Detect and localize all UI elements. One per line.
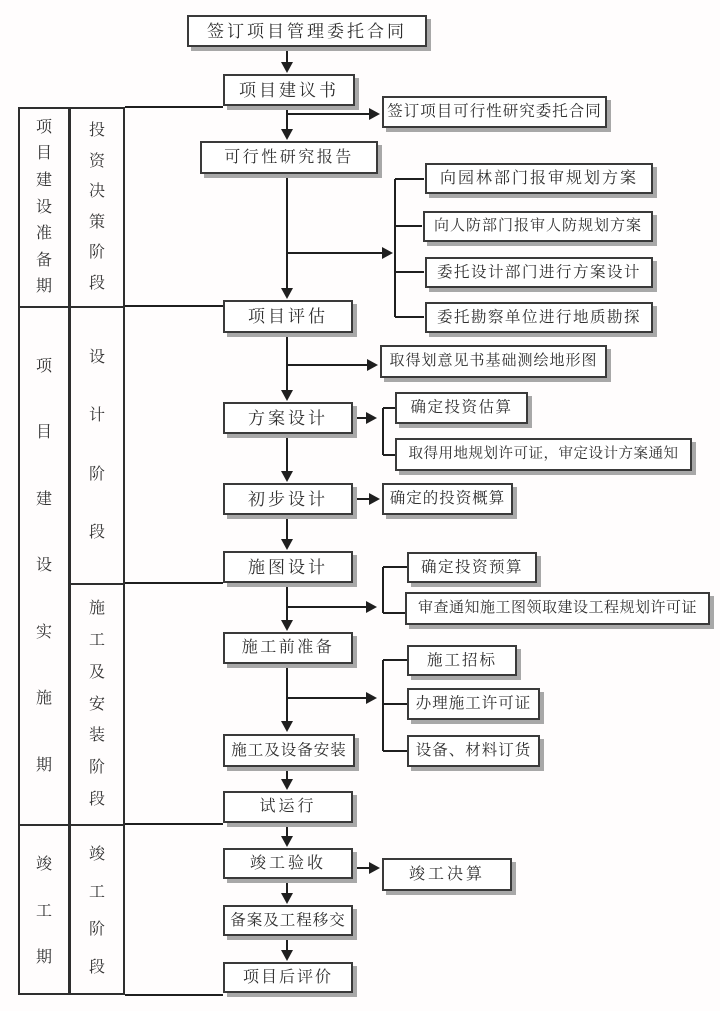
node-obtain-planning-opinion-map: 取得划意见书基础测绘地形图	[380, 345, 607, 378]
connector-line	[287, 364, 369, 366]
arrowhead-right	[367, 359, 378, 371]
node-determine-investment-budget: 确定投资预算	[407, 552, 537, 583]
phase-divider-line	[125, 823, 223, 825]
phase-column-stage	[68, 107, 125, 995]
connector-line	[383, 659, 407, 661]
node-equipment-material-order: 设备、材料订货	[407, 735, 540, 767]
node-entrust-survey-unit: 委托勘察单位进行地质勘探	[425, 302, 653, 333]
arrowhead-down	[281, 779, 293, 790]
connector-line	[286, 106, 288, 131]
arrowhead-right	[369, 108, 380, 120]
node-preliminary-design: 初步设计	[223, 483, 353, 515]
phase-divider-line	[125, 994, 223, 996]
arrowhead-down	[281, 539, 293, 550]
phase-column-period	[18, 107, 68, 995]
node-construction-permit: 办理施工许可证	[407, 688, 540, 720]
phase-divider-line	[125, 106, 223, 108]
connector-line	[383, 566, 407, 568]
arrowhead-down	[281, 390, 293, 401]
arrowhead-down	[281, 288, 293, 299]
phase-stage-label: 施 工 及 安 装 阶 段	[71, 585, 123, 826]
connector-line	[383, 612, 405, 614]
connector-line	[395, 225, 422, 227]
node-scheme-design: 方案设计	[223, 402, 353, 434]
connector-line	[383, 454, 395, 456]
connector-line	[287, 252, 384, 254]
arrowhead-right	[369, 862, 380, 874]
arrowhead-down	[281, 62, 293, 73]
arrowhead-down	[281, 129, 293, 140]
phase-period-label: 项 目 建 设 准 备 期	[20, 109, 68, 308]
node-determine-investment-estimate: 确定投资估算	[395, 392, 528, 424]
node-post-project-evaluation: 项目后评价	[223, 962, 353, 993]
arrowhead-down	[281, 721, 293, 732]
node-sign-feasibility-contract: 签订项目可行性研究委托合同	[382, 96, 607, 128]
node-construction-equipment-installation: 施工及设备安装	[223, 734, 355, 767]
node-review-notice-permit: 审查通知施工图领取建设工程规划许可证	[405, 592, 710, 625]
node-sign-management-contract: 签订项目管理委托合同	[187, 15, 427, 47]
node-civil-defense-review: 向人防部门报审人防规划方案	[423, 211, 653, 242]
connector-line	[382, 408, 384, 455]
node-project-evaluation: 项目评估	[223, 300, 353, 333]
connector-line	[383, 703, 407, 705]
connector-line	[382, 660, 384, 751]
connector-line	[287, 606, 368, 608]
node-determine-approved-budget: 确定的投资概算	[382, 483, 513, 515]
node-construction-bidding: 施工招标	[407, 645, 517, 676]
phase-stage-label: 设 计 阶 段	[71, 308, 123, 585]
arrowhead-right	[369, 493, 380, 505]
connector-line	[286, 583, 288, 622]
connector-line	[394, 179, 396, 317]
connector-line	[395, 271, 424, 273]
connector-line	[286, 174, 288, 290]
node-obtain-land-permit: 取得用地规划许可证，审定设计方案通知	[395, 438, 692, 471]
connector-line	[286, 664, 288, 723]
arrowhead-down	[281, 836, 293, 847]
phase-period-label: 项 目 建 设 实 施 期	[20, 308, 68, 826]
node-completion-final-accounts: 竣工决算	[382, 858, 512, 891]
arrowhead-right	[366, 601, 377, 613]
node-project-proposal: 项目建议书	[223, 74, 355, 106]
phase-stage-label: 投 资 决 策 阶 段	[71, 109, 123, 308]
connector-line	[286, 333, 288, 392]
phase-stage-label: 竣 工 阶 段	[88, 846, 105, 976]
node-completion-acceptance: 竣工验收	[223, 848, 353, 879]
node-trial-run: 试运行	[223, 791, 353, 823]
connector-line	[382, 567, 384, 613]
node-construction-drawing-design: 施图设计	[223, 551, 353, 583]
node-feasibility-report: 可行性研究报告	[200, 141, 378, 174]
connector-line	[287, 697, 368, 699]
connector-line	[395, 178, 424, 180]
connector-line	[287, 113, 371, 115]
arrowhead-down	[281, 471, 293, 482]
arrowhead-down	[281, 620, 293, 631]
connector-line	[383, 407, 395, 409]
arrowhead-right	[366, 412, 377, 424]
arrowhead-right	[382, 247, 393, 259]
connector-line	[395, 316, 424, 318]
connector-line	[286, 434, 288, 473]
connector-line	[286, 515, 288, 541]
node-filing-and-handover: 备案及工程移交	[223, 905, 353, 936]
connector-line	[383, 750, 407, 752]
node-pre-construction-preparation: 施工前准备	[223, 632, 353, 664]
phase-divider-line	[125, 582, 223, 584]
node-garden-dept-review: 向园林部门报审规划方案	[425, 163, 653, 194]
node-entrust-design-dept: 委托设计部门进行方案设计	[425, 257, 653, 288]
arrowhead-right	[366, 692, 377, 704]
arrowhead-down	[281, 950, 293, 961]
phase-divider-line	[125, 305, 223, 307]
arrowhead-down	[281, 893, 293, 904]
phase-period-label: 竣 工 期	[35, 855, 52, 967]
